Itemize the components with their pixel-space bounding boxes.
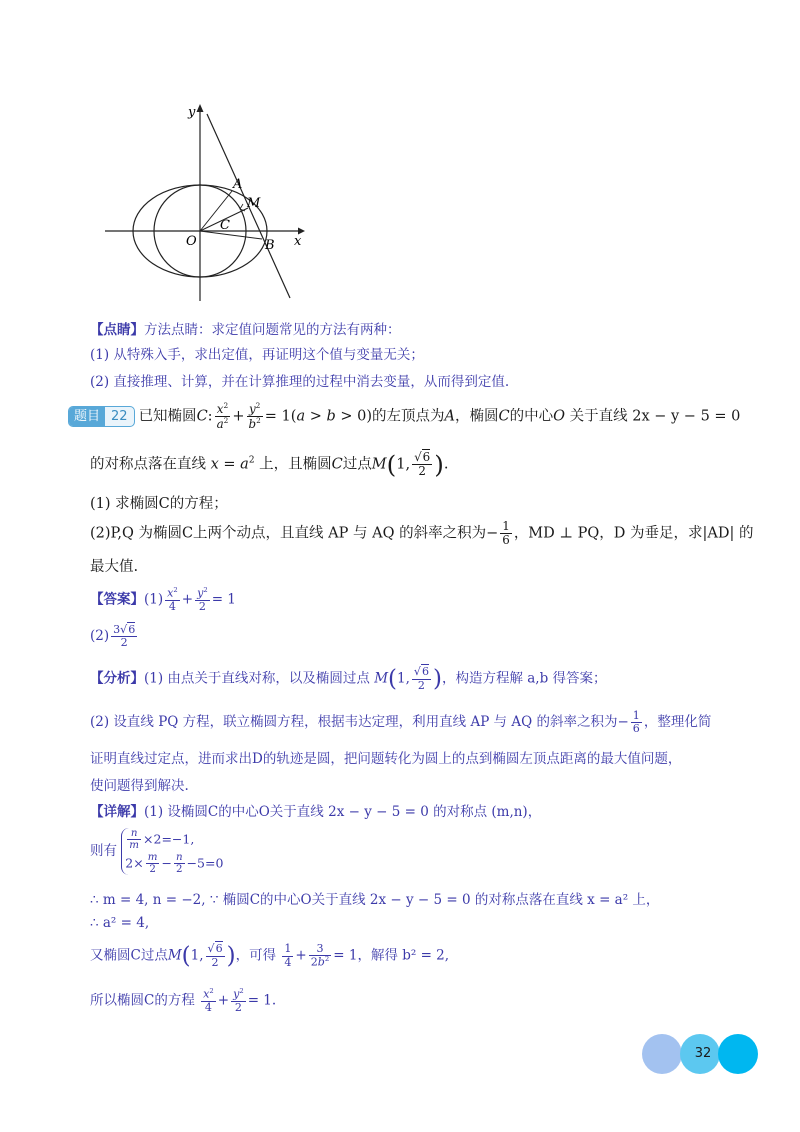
stem-text: ，椭圆 <box>455 408 499 425</box>
label-o: O <box>186 234 197 249</box>
q2-text: (2)P,Q 为椭圆C上两个动点，且直线 AP 与 AQ 的斜率之积为 <box>90 525 487 542</box>
analysis-line-1: 【分析】(1) 由点关于直线对称，以及椭圆过点 M(1, $\frac{√6}{2}$ )，构造方程解 a,b 得答案； <box>90 665 607 692</box>
problem-badge-label: 题目 <box>69 407 105 426</box>
tip-tag: 【点睛】 <box>90 322 144 338</box>
detail-line-6: 所以椭圆C的方程 $\frac{x^2}{4}$ + $\frac{y^2}{2}$ = 1. <box>90 987 277 1014</box>
label-a: A <box>233 177 243 192</box>
detail-line-5: 又椭圆C过点M(1, $\frac{√6}{2}$ )，可得 $\frac{1}{4}$ + $\frac{3}{2b^2}$ = 1，解得 b² = 2, <box>90 942 450 969</box>
eq2: −5=0 <box>186 854 224 870</box>
detail-text: = 1，解得 b² = 2, <box>333 947 450 964</box>
frac-1-6: $\frac{1}{6}$ <box>502 519 510 548</box>
analysis-line-2: (2) 设直线 PQ 方程，联立椭圆方程，根据韦达定理，利用直线 AP 与 AQ 的斜率之积为− $\frac{1}{6}$ ，整理化简 <box>90 709 712 736</box>
question-2-cont: 最大值. <box>90 559 139 575</box>
question-1: (1) 求椭圆C的方程； <box>90 496 228 512</box>
label-c: C <box>220 218 230 233</box>
analysis-tag: 【分析】 <box>90 670 144 687</box>
answer-tag: 【答案】 <box>90 591 144 608</box>
problem-line-2: 的对称点落在直线 $x = a^2$ 上，且椭圆C过点M(1, $\frac{√6}{2}$ ). <box>90 449 449 479</box>
frac-y2-b2: $\frac{y^2}{b^2}$ <box>248 401 261 431</box>
page-circle-right <box>718 1034 758 1074</box>
tip-line-1 <box>90 318 401 338</box>
problem-badge <box>68 406 135 427</box>
segment-ob <box>200 231 262 239</box>
label-b: B <box>265 238 275 253</box>
label-x: x <box>294 234 302 249</box>
detail-line-4: ∴ a² = 4, <box>90 915 150 931</box>
stem-text: 的中心 <box>509 408 554 425</box>
label-y: y <box>188 105 196 120</box>
tip-item-2: (2) 直接推理、计算，并在计算推理的过程中消去变量，从而得到定值. <box>90 374 510 390</box>
detail-text: 又椭圆C过点 <box>90 947 168 964</box>
problem-line-1: 题目 22 已知椭圆C: $\frac{x^2}{a^2}$ + $\frac{y^2}{b^2}$ = 1(a > b > 0)的左顶点为A，椭圆C的中心O 关于直线 2x − y − 5 = 0 <box>68 402 740 431</box>
tip-item-1: (1) 从特殊入手，求出定值，再证明这个值与变量无关； <box>90 347 424 363</box>
answer-part1: (1) <box>144 591 164 608</box>
equation-system: $\frac{n}{m}$ ×2=−1, 2× $\frac{m}{2}$ − $\frac{n}{2}$ −5=0 <box>121 828 223 875</box>
detail-text: 则有 <box>90 843 117 860</box>
q2-text: ，MD ⊥ PQ，D 为垂足，求|AD| 的 <box>513 525 754 542</box>
detail-system <box>90 828 223 875</box>
detail-tag: 【详解】 <box>90 804 144 820</box>
analysis-line-4: 使问题得到解决. <box>90 778 189 794</box>
detail-text: ，可得 <box>235 947 277 964</box>
analysis-text: (2) 设直线 PQ 方程，联立椭圆方程，根据韦达定理，利用直线 AP 与 AQ 的斜率之积为 <box>90 714 618 731</box>
y-axis-arrow <box>197 104 204 112</box>
question-2: (2)P,Q 为椭圆C上两个动点，且直线 AP 与 AQ 的斜率之积为− $\frac{1}{6}$ ，MD ⊥ PQ，D 为垂足，求|AD| 的 <box>90 519 754 548</box>
frac-sqrt6-2: $\frac{√6}{2}$ <box>414 449 431 478</box>
detail-text: = 1. <box>247 992 277 1009</box>
detail-text: (1) 设椭圆C的中心O关于直线 2x − y − 5 = 0 的对称点 (m,n)， <box>144 804 542 820</box>
analysis-text: ，构造方程解 a,b 得答案； <box>441 670 607 687</box>
answer-part2: (2) <box>90 628 110 645</box>
ellipse-figure <box>100 100 320 305</box>
analysis-line-3: 证明直线过定点，进而求出D的轨迹是圆，把问题转化为圆上的点到椭圆左顶点距离的最大值问题， <box>90 751 682 767</box>
analysis-text: ，整理化简 <box>643 714 712 731</box>
detail-text: 所以椭圆C的方程 <box>90 992 195 1009</box>
problem-badge-number: 22 <box>111 409 128 425</box>
answer-line-1: 【答案】(1) $\frac{x^2}{4}$ + $\frac{y^2}{2}$ = 1 <box>90 586 236 613</box>
stem-text: 的对称点落在直线 <box>90 456 206 473</box>
detail-line-3: ∴ m = 4, n = −2, ∵ 椭圆C的中心O关于直线 2x − y − 5 = 0 的对称点落在直线 x = a² 上， <box>90 892 660 908</box>
frac-x2-a2: $\frac{x^2}{a^2}$ <box>216 401 229 431</box>
page-number: 32 <box>694 1046 712 1061</box>
stem-text: 过点 <box>342 456 372 473</box>
label-m: M <box>247 196 261 211</box>
stem-text: 上，且椭圆 <box>259 456 332 473</box>
stem-text: 的左顶点为 <box>372 408 445 425</box>
stem-text: 关于直线 2x − y − 5 = 0 <box>569 408 741 425</box>
stem-text: 已知椭圆 <box>138 408 197 425</box>
tip-intro: 方法点睛：求定值问题常见的方法有两种： <box>144 322 401 338</box>
answer-line-2: (2) $\frac{3√6}{2}$ <box>90 623 136 650</box>
page-circle-left <box>642 1034 682 1074</box>
analysis-text: (1) 由点关于直线对称，以及椭圆过点 <box>144 670 370 687</box>
detail-line-1 <box>90 800 541 820</box>
eq1: ×2=−1, <box>143 831 195 847</box>
